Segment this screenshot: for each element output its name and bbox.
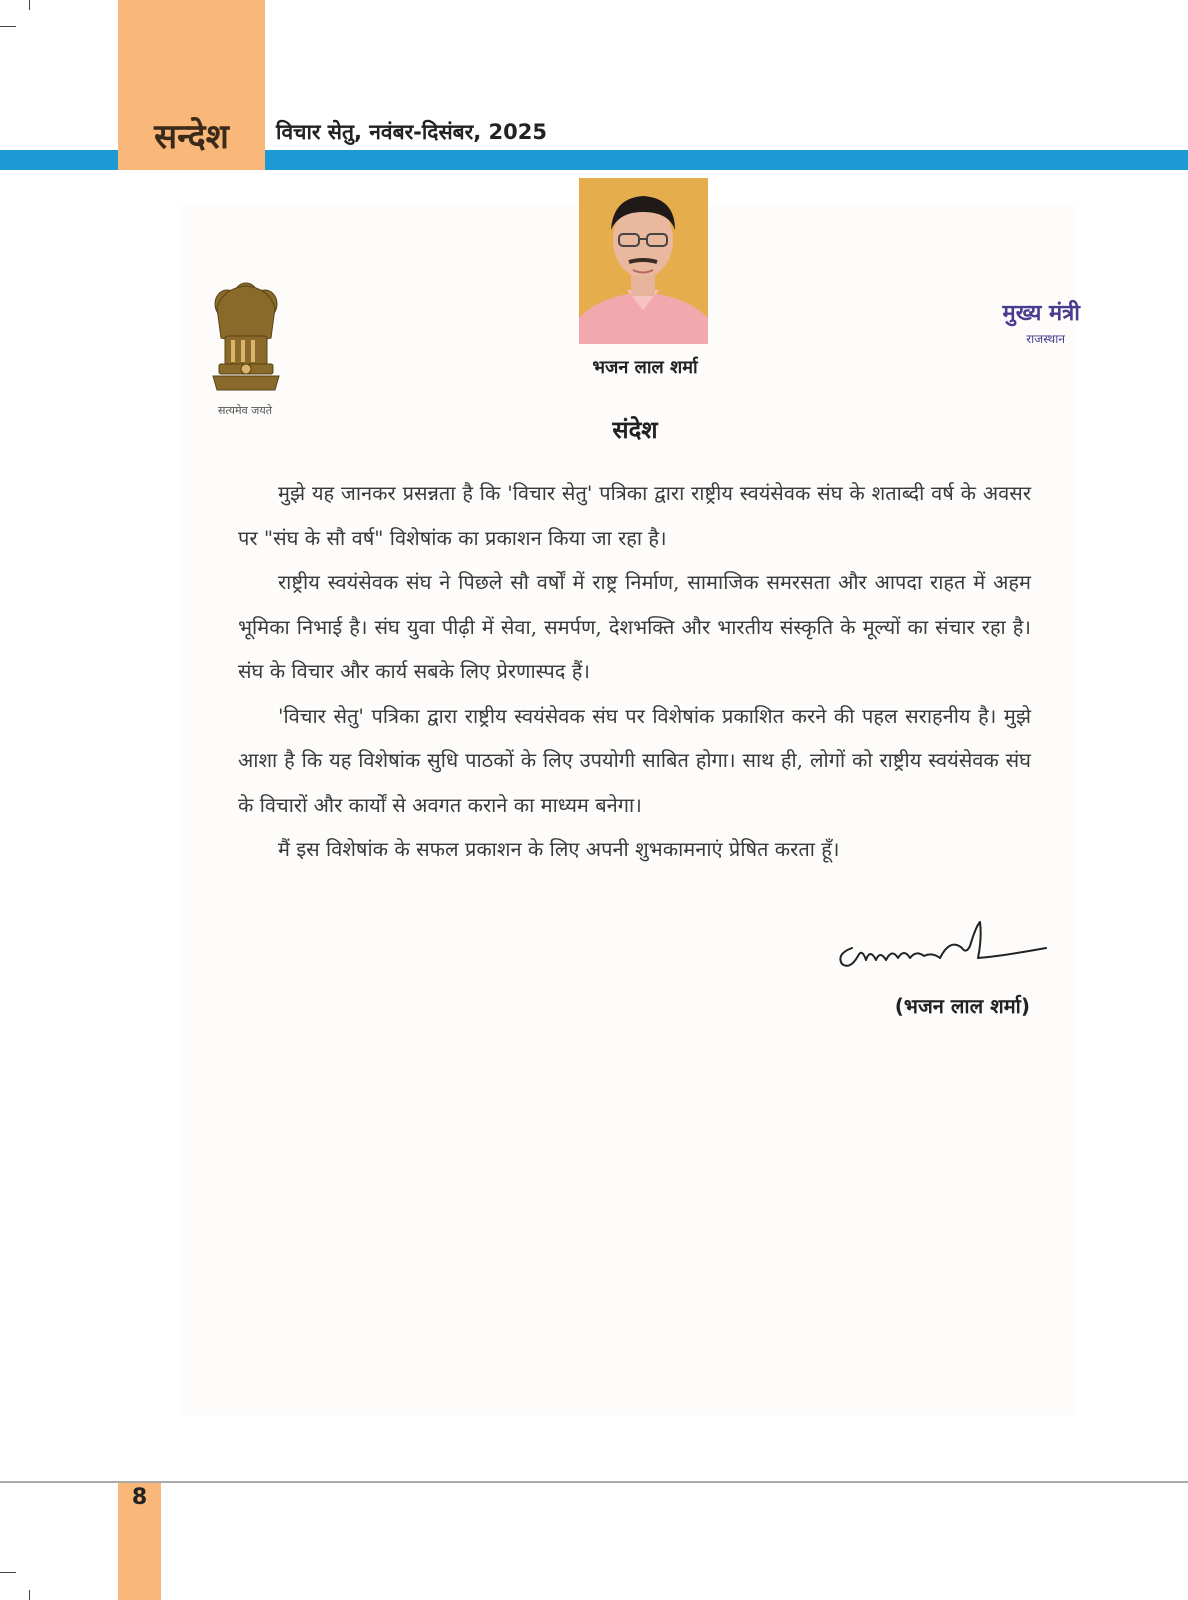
office-title: मुख्य मंत्री (1002, 301, 1080, 326)
letter-paragraph: राष्ट्रीय स्वयंसेवक संघ ने पिछले सौ वर्षों में राष्ट्र निर्माण, सामाजिक समरसता और आपदा राहत में अहम भूमिका निभाई है। संघ युवा पीढ़ी में सेवा, समर्पण, देशभक्ति और भारतीय संस्कृति के मूल्यों का संचार रहा है। संघ के विचार और कार्य सबके लिए प्रेरणास्पद हैं। (238, 570, 1031, 683)
letter-paragraph: मैं इस विशेषांक के सफल प्रकाशन के लिए अपनी शुभकामनाएं प्रेषित करता हूँ। (278, 837, 840, 861)
issue-line: विचार सेतु, नवंबर-दिसंबर, 2025 (276, 120, 547, 144)
signature-name: (भजन लाल शर्मा) (894, 994, 1030, 1018)
crop-mark (29, 0, 30, 10)
handwritten-signature-icon (832, 918, 1050, 980)
ashoka-emblem-icon (203, 278, 289, 398)
crop-mark (0, 1572, 16, 1573)
office-subtitle: राजस्थान (1026, 332, 1065, 346)
letter-heading: संदेश (612, 416, 658, 444)
letter-body (238, 471, 1031, 872)
section-label: सन्देश (154, 117, 229, 157)
letter-paragraph: मुझे यह जानकर प्रसन्नता है कि 'विचार सेतु' पत्रिका द्वारा राष्ट्रीय स्वयंसेवक संघ के शताब्दी वर्ष के अवसर पर "संघ के सौ वर्ष" विशेषांक का प्रकाशन किया जा रहा है। (238, 481, 1031, 550)
footer-divider (0, 1481, 1188, 1483)
portrait-photo (579, 178, 708, 344)
page-number: 8 (131, 1485, 148, 1510)
person-portrait-icon (579, 178, 708, 344)
crop-mark (29, 1590, 30, 1600)
letter-paragraph: 'विचार सेतु' पत्रिका द्वारा राष्ट्रीय स्वयंसेवक संघ पर विशेषांक प्रकाशित करने की पहल सराहनीय है। मुझे आशा है कि यह विशेषांक सुधि पाठकों के लिए उपयोगी साबित होगा। साथ ही, लोगों को राष्ट्रीय स्वयंसेवक संघ के विचारों और कार्यों से अवगत कराने का माध्यम बनेगा। (238, 703, 1031, 817)
emblem-motto: सत्यमेव जयते (217, 404, 272, 417)
crop-mark (0, 26, 16, 27)
photo-caption-name: भजन लाल शर्मा (592, 357, 698, 378)
